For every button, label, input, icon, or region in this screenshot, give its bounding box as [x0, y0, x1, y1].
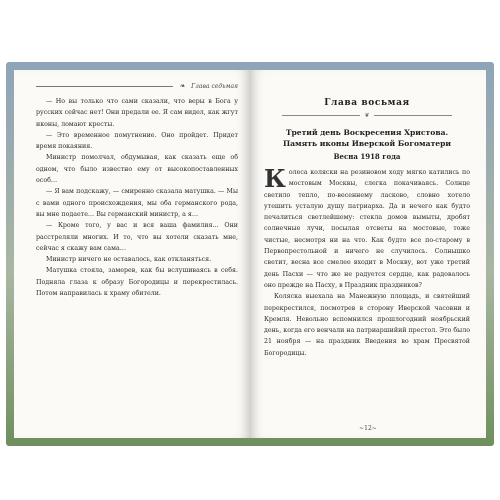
- paragraph: Матушка стояла, замерев, как бы вслушиваясь в себя. Подняла глаза к образу Богородицы и перекрестилась. Потом направилась к храму обители.: [36, 267, 238, 298]
- right-page-text: [264, 164, 470, 359]
- running-head-title: Глава седьмая: [191, 82, 238, 90]
- heading-line: Память иконы Иверской Богоматери: [282, 139, 452, 148]
- left-page-text: [36, 96, 238, 299]
- section-heading: [264, 127, 470, 149]
- paragraph: — Кроме того, у вас и вся ваша фамилия… Они расстреляли многих. И то, что вы хотели сказать мне, сейчас я скажу вам сама…: [36, 222, 238, 252]
- paragraph: — Но вы только что сами сказали, что веры в Бога у русских сейчас нет! Они предали ее. Я сам видел, как жгут иконы, ломают кресты.: [36, 98, 238, 128]
- paragraph: Министр помолчал, обдумывая, как сказать еще об одном, что было известно ему от высокопоставленных особ…: [36, 154, 238, 185]
- paragraph: Министр ничего не оставалось, как откланяться.: [46, 256, 212, 264]
- heading-line: Третий день Воскресения Христова.: [285, 128, 449, 137]
- chapter-title: Глава восьмая: [324, 98, 410, 108]
- paragraph-body: олеса коляски на резиновом ходу мягко катились по мостовым Москвы, слегка покачиваясь. Солнце светило тепло, по-весеннему ласково, словно хотело утешить усталую душу патриарха. Да и нечего как будто печалиться светлейшему: стекла домов вымыты, дробят солнечные лучи, посылая отсветы на мостовые, тоже чистые, несмотря ни на что. Как будто все по-старому в Первопрестольной и ничего не случилось. Солнышко светит, весна все смелее входит в Москву, вот уже третий день Пасхи — что же не радуется сердце, как радовалось оно прежде на Пасху, в Праздник праздников?: [264, 169, 470, 289]
- chapter-divider: [282, 112, 452, 119]
- ornament-icon: ❦: [364, 112, 370, 119]
- page-number: ~12~: [359, 425, 377, 432]
- paragraph: — Я вам подскажу, — смиренно сказала матушка. — Мы с вами одного происхождения, мы оба германского рода, вы мне подаете… Вы германский министр, а я…: [36, 188, 238, 218]
- drop-cap: К: [264, 164, 286, 193]
- running-head: [36, 82, 238, 90]
- paragraph: — Это временное помутнение. Оно пройдет. Придет время покаяния.: [36, 131, 238, 151]
- running-head-rule: [36, 86, 173, 87]
- paragraph: [264, 164, 470, 291]
- right-page: [250, 70, 486, 438]
- ornament-icon: ❧: [179, 82, 186, 90]
- paragraph: Коляска выехала на Манежную площадь, и святейший перекрестился, посмотрев в сторону Иверской часовни и Кремля. Невольно вспомнился прошлогодний ноябрьский день, когда его венчали на патриаршийий престол. Это было 21 ноября — на праздник Введения во храм Пресвятой Богородицы.: [264, 293, 470, 357]
- section-date: Весна 1918 года: [333, 152, 401, 161]
- divider-rule: [282, 115, 360, 116]
- left-page: [14, 70, 250, 438]
- divider-rule: [374, 115, 452, 116]
